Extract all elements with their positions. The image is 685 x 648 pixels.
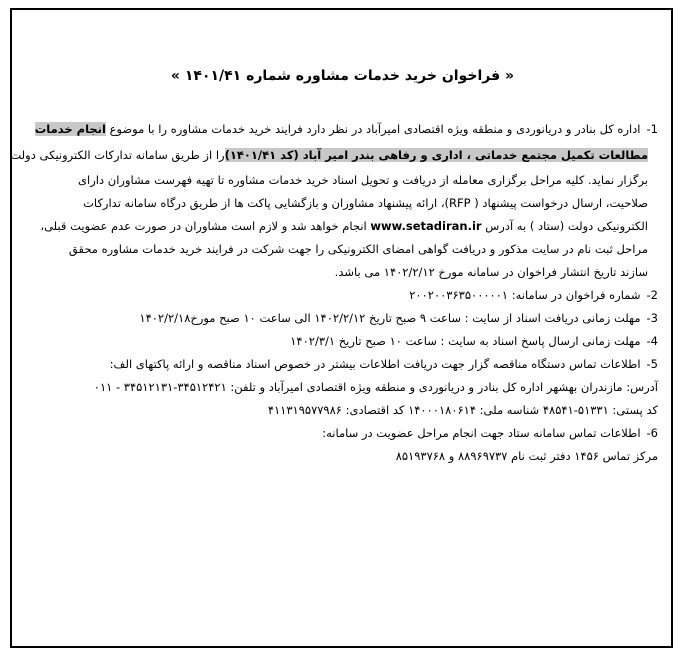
item-1-text-d: انجام خواهد شد و لازم است مشاوران در صورت عدم عضویت قبلی، [40, 219, 367, 233]
address-line: آدرس: مازندران بهشهر اداره کل بنادر و دریانوردی و منطقه ویژه اقتصادی امیرآباد و تلفن: ۳۴۵۱۲۴۲۱-۳۴۵۱۲۱۳۱ - ۰۱۱ [93, 380, 658, 394]
document-frame [10, 8, 673, 648]
item-1-subject-highlight-a: انجام خدمات [34, 122, 106, 136]
item-6 [322, 425, 658, 441]
item-5 [110, 356, 658, 372]
item-1-line-5 [40, 218, 648, 234]
item-1-text-c: الکترونیکی دولت (ستاد ) به آدرس [485, 219, 648, 233]
item-1-line-7: سازند تاریخ انتشار فراخوان در سامانه مورخ ۱۴۰۲/۲/۱۲ می باشد. [334, 265, 648, 279]
setad-contact-line: مرکز تماس ۱۴۵۶ دفتر ثبت نام ۸۸۹۶۹۷۳۷ و ۸۵۱۹۳۷۶۸ [395, 449, 658, 463]
item-3 [139, 310, 658, 326]
document-title: « فراخوان خرید خدمات مشاوره شماره ۱۴۰۱/۴۱ » [170, 68, 515, 84]
item-2-number: 2- [646, 288, 658, 302]
item-4-number: 4- [646, 334, 658, 348]
item-1-line-4: صلاحیت، ارسال درخواست پیشنهاد ( RFP)، ارائه پیشنهاد مشاوران و بازگشایی پاکت ها از طریق درگاه سامانه تدارکات [83, 196, 648, 210]
item-1-subject-highlight-b: مطالعات تکمیل مجتمع خدماتی ، اداری و رفاهی بندر امیر آباد (کد ۱۴۰۱/۴۱) [224, 148, 648, 162]
item-1-text-b: را از طریق سامانه تدارکات الکترونیکی دولت [10, 148, 225, 162]
item-1-number: 1- [646, 122, 658, 136]
item-1-text-a: اداره کل بنادر و دریانوردی و منطقه ویژه اقتصادی امیرآباد در نظر دارد فرایند خرید خدمات مشاوره را با موضوع [109, 122, 641, 136]
item-2 [409, 287, 658, 303]
item-4 [290, 333, 658, 349]
item-6-number: 6- [646, 426, 658, 440]
postal-code-line: کد پستی: ۵۱۳۳۱-۴۸۵۴۱ شناسه ملی: ۱۴۰۰۰۱۸۰۶۱۴ کد اقتصادی: ۴۱۱۳۱۹۵۷۷۹۸۶ [267, 403, 658, 417]
item-5-text: اطلاعات تماس دستگاه مناقصه گزار جهت دریافت اطلاعات بیشتر در خصوص اسناد مناقصه و ارائه پاکتهای الف: [109, 357, 641, 371]
item-3-number: 3- [646, 311, 658, 325]
item-6-text: اطلاعات تماس سامانه ستاد جهت انجام مراحل عضویت در سامانه: [322, 426, 641, 440]
item-1-line-6: مراحل ثبت نام در سایت مذکور و دریافت گواهی امضای الکترونیکی را جهت شرکت در فرایند خرید خدمات مشاوره محقق [68, 242, 648, 256]
item-1-line-2 [10, 147, 648, 163]
item-2-text: شماره فراخوان در سامانه: ۲۰۰۲۰۰۳۶۳۵۰۰۰۰۰۱ [409, 288, 641, 302]
item-3-text: مهلت زمانی دریافت اسناد از سایت : ساعت ۹ صبح تاریخ ۱۴۰۲/۲/۱۲ الی ساعت ۱۰ صبح مورخ۱۴۰۲/۲/۱۸ [139, 311, 641, 325]
item-5-number: 5- [646, 357, 658, 371]
item-4-text: مهلت زمانی ارسال پاسخ اسناد به سایت : ساعت ۱۰ صبح تاریخ ۱۴۰۲/۳/۱ [290, 334, 641, 348]
item-1-line-1 [35, 121, 658, 137]
item-1-line-3: برگزار نماید. کلیه مراحل برگزاری معامله از دریافت و تحویل اسناد خرید خدمات مشاوره تا تهیه فهرست مشاوران دارای [78, 173, 648, 187]
setadiran-url: www.setadiran.ir [370, 219, 482, 233]
